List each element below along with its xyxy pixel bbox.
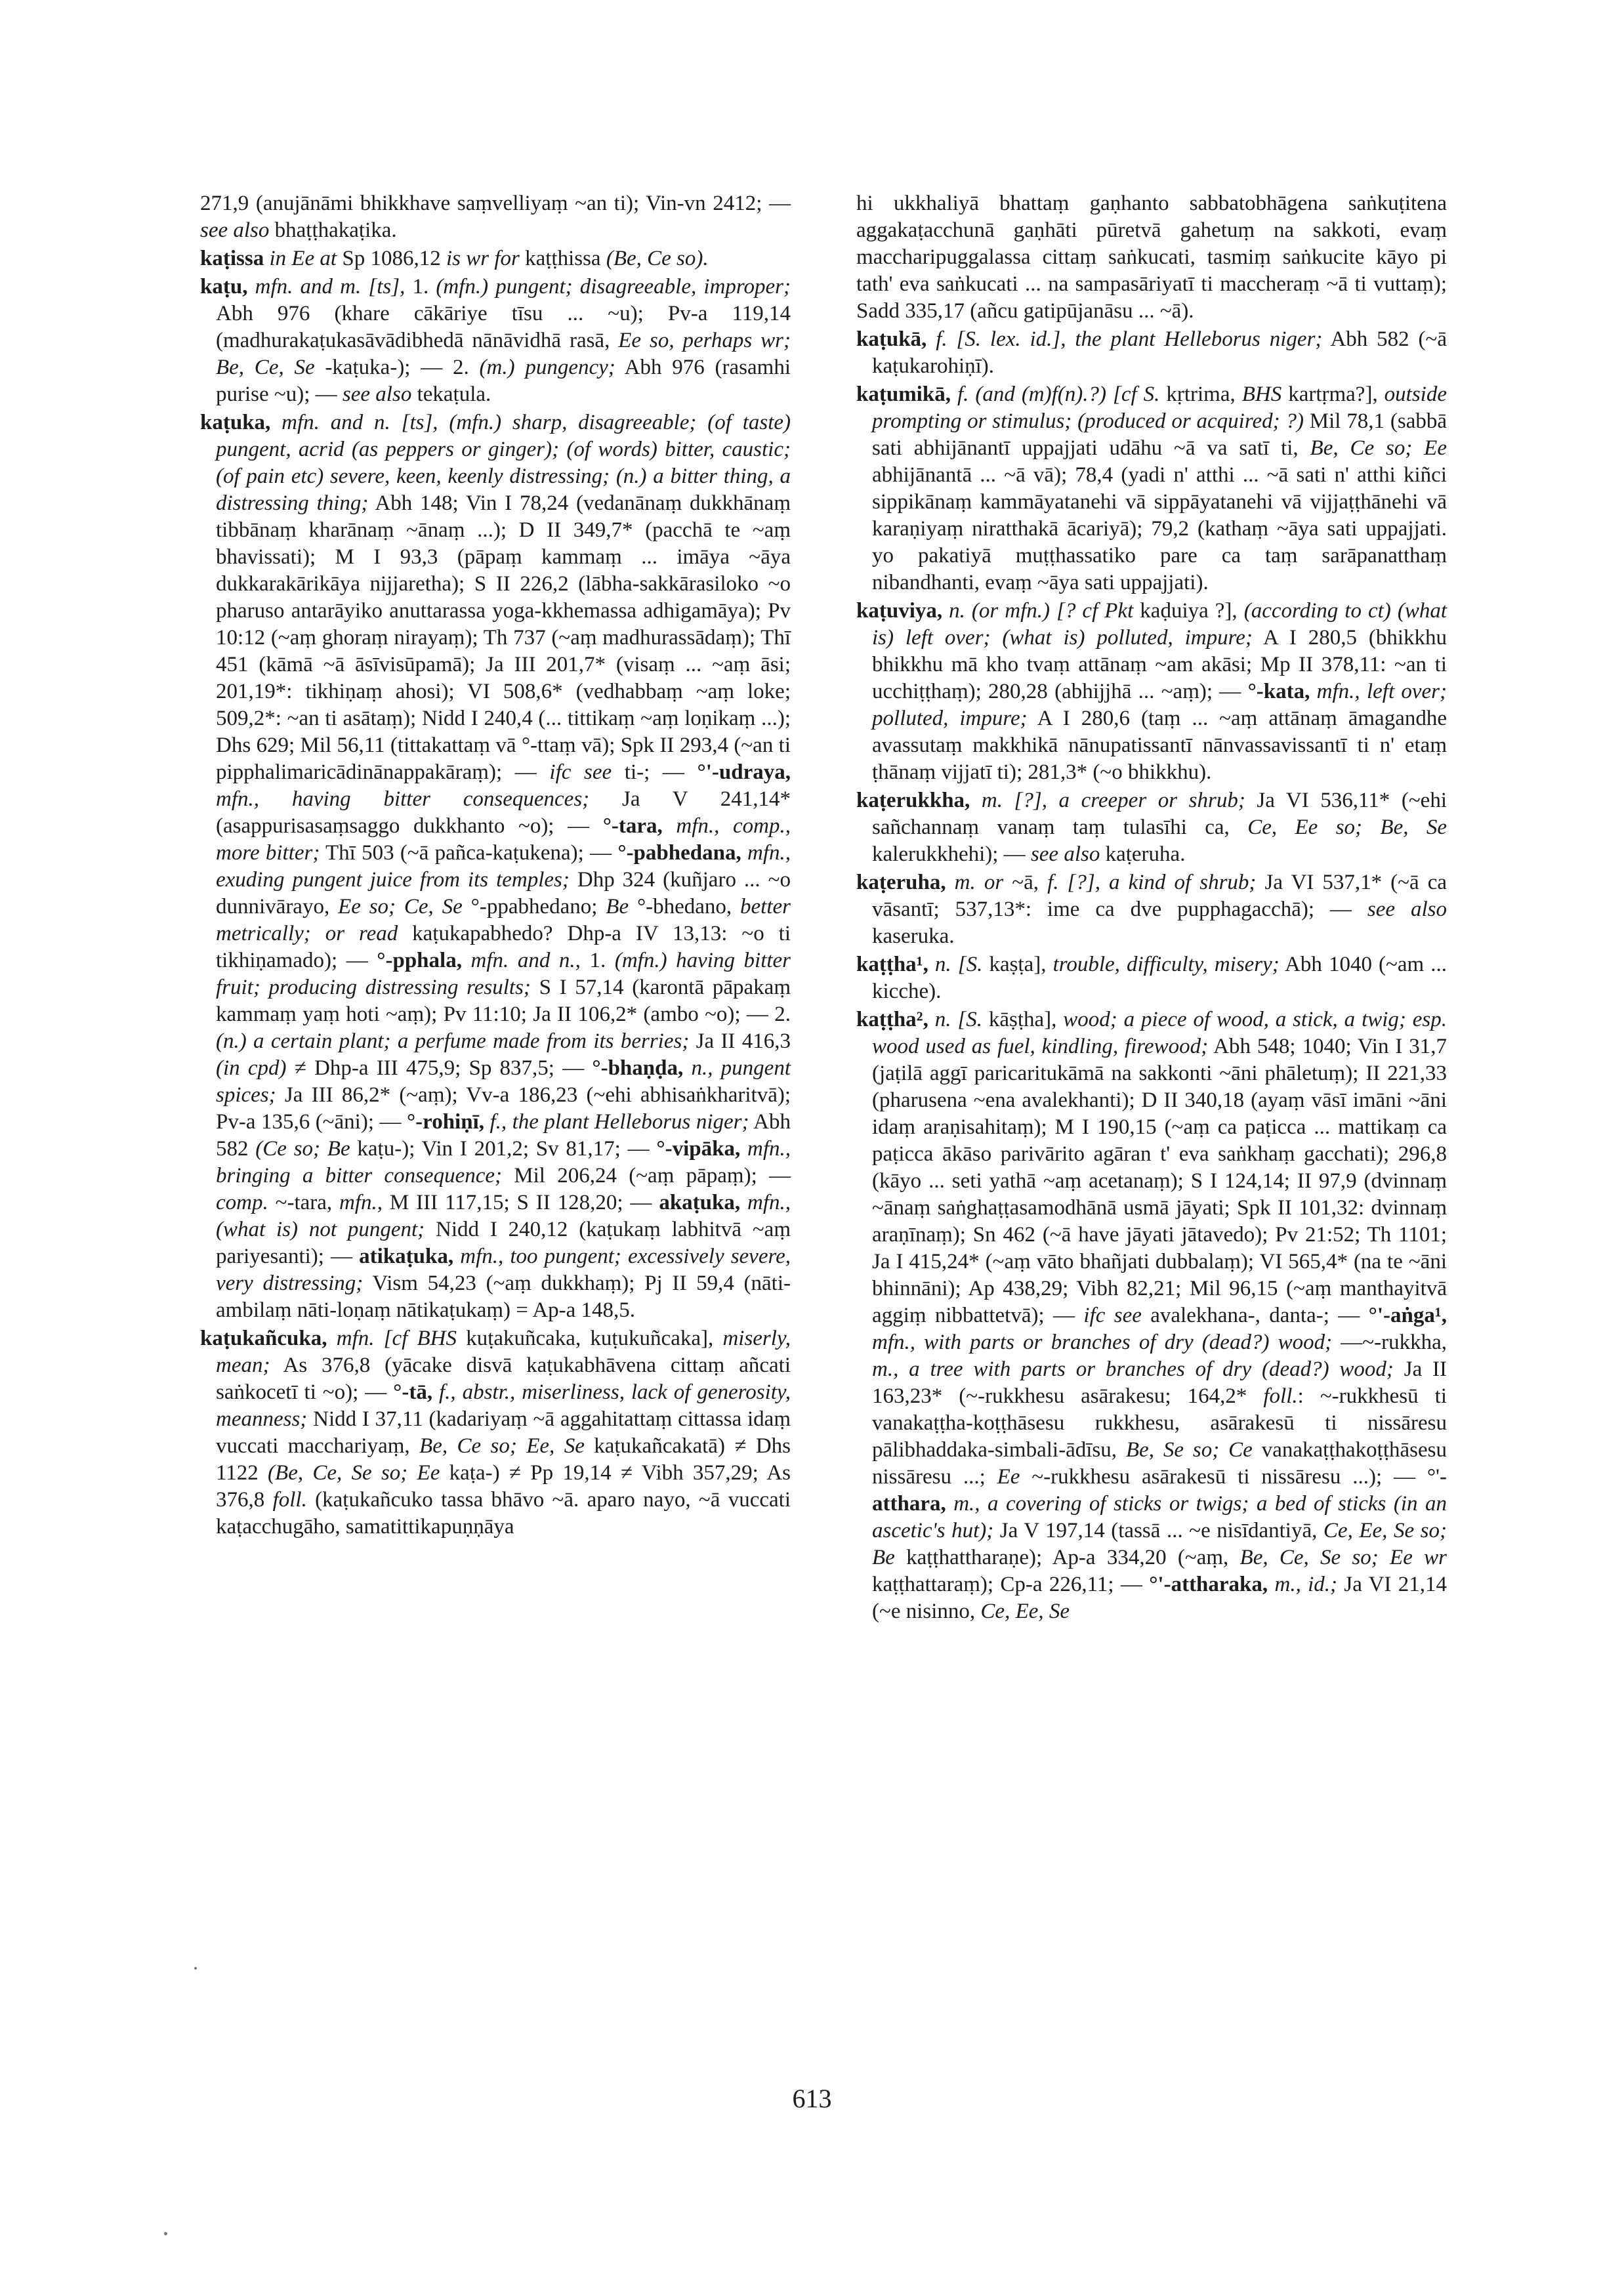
entry-text: (kaṭukañcuko tassa bhāvo ~ā. aparo nayo, ~ā vuccati kaṭacchugāho, samatittikapuṇṇāya	[216, 1488, 791, 1539]
subentry-headword: °-tara,	[602, 814, 663, 838]
entry-gloss: ifc see	[1083, 1304, 1142, 1327]
entry-text	[970, 789, 982, 812]
entry-text: kaseruka.	[872, 924, 955, 948]
entry-text: kaḍuiya ?],	[1133, 599, 1244, 623]
right-column	[856, 190, 1447, 1626]
entry-gloss: f. [?], a kind of shrub;	[1047, 871, 1257, 894]
entry-gloss: is wr for	[446, 247, 520, 270]
entry-text	[663, 814, 677, 838]
subentry-headword: atthara,	[872, 1492, 946, 1516]
entry-gloss: better metrically; or read	[216, 895, 791, 945]
entry-gloss: mfn., (what is) not pungent;	[216, 1191, 791, 1241]
entry-text: kaṭa-) ≠ Pp 19,14 ≠ Vibh 357,29; As 376,8	[216, 1461, 791, 1512]
entry-text: tekaṭula.	[411, 382, 491, 406]
entry-text: Thī 503 (~ā pañca-kaṭukena); —	[320, 841, 618, 865]
entry-gloss: mfn. and m. [ts],	[255, 275, 406, 299]
entry-text: kaṭu-); Vin I 201,2; Sv 81,17; —	[350, 1137, 657, 1161]
entry-text: kaṭṭhissa	[519, 247, 606, 270]
entry-text: abhijānantā ... ~ā vā); 78,4 (yadi n' atthi ... ~ā sati n' atthi kiñci sippikānaṃ kammāyatanehi vā sippāyatanehi vā vijjaṭṭhānehi vā karaṇiyaṃ niratthakā ācariyā); 79,2 (kathaṃ ~āya sati uppajjati. yo pakatiyā muṭṭhassatiko pare ca taṃ sarāpanatthaṃ nibandhanti, evaṃ ~āya sati uppajjati).	[872, 463, 1447, 594]
entry-text	[453, 1245, 460, 1268]
entry-text: 271,9 (anujānāmi bhikkhave saṃvelliyaṃ ~an ti); Vin-vn 2412; —	[200, 192, 791, 215]
dictionary-entry	[200, 409, 791, 1324]
entry-text: kaṣṭa],	[982, 953, 1053, 976]
entry-text: ~-tara,	[268, 1191, 340, 1214]
entry-text: Ja VI 537,1* (~ā ca vāsantī; 537,13*: ime ca dve pupphagacchā); —	[872, 871, 1447, 921]
entry-text: kaṭeruha.	[1100, 842, 1186, 866]
entry-text	[432, 1380, 439, 1404]
entry-gloss: (n.) a certain plant; a perfume made from its berries;	[216, 1029, 690, 1053]
entry-text: Ja VI 536,11* (~ehi sañchannaṃ vanaṃ taṃ tulasīhi ca,	[872, 789, 1447, 839]
subentry-headword: °-pabhedana,	[617, 841, 741, 865]
entry-text	[951, 382, 957, 406]
entry-text	[927, 327, 936, 351]
entry-text: Nidd I 37,11 (kadariyaṃ ~ā aggahitattaṃ cittassa idaṃ vuccati macchariyaṃ,	[216, 1407, 791, 1458]
dictionary-entry	[200, 190, 791, 244]
entry-gloss: (Ce so; Be	[255, 1137, 350, 1161]
entry-gloss: n., pungent spices;	[216, 1056, 791, 1107]
entry-text: bhaṭṭhakaṭika.	[269, 218, 397, 242]
entry-gloss: Be, Se so; Ce	[1125, 1438, 1253, 1462]
entry-gloss: mfn., having bitter consequences;	[216, 787, 590, 811]
entry-gloss: f. (and (m)f(n).?) [cf S.	[957, 382, 1160, 406]
entry-gloss: mfn. [cf BHS	[336, 1327, 457, 1350]
entry-gloss: m., a tree with parts or branches of dry (dead?) wood;	[872, 1357, 1394, 1381]
entry-gloss: mfn., exuding pungent juice from its temples;	[216, 841, 791, 892]
entry-gloss: foll.	[272, 1488, 307, 1512]
entry-text	[740, 1191, 747, 1214]
subentry-headword: °-bhaṇḍa,	[592, 1056, 684, 1080]
headword: kaṭeruha,	[856, 871, 946, 894]
subentry-headword: °-tā,	[393, 1380, 433, 1404]
entry-gloss: mfn. and n.,	[470, 949, 581, 972]
subentry-headword: °'-attharaka,	[1149, 1573, 1268, 1596]
entry-gloss: ifc see	[549, 760, 612, 784]
scan-speck	[164, 2232, 167, 2235]
entry-text: Abh 548; 1040; Vin I 31,7 (jaṭilā aggī paricaritukāmā na sakkonti ~āni phāletuṃ); II 221,33 (pharusena ~ena avalekhanti); D II 340,18 (ayaṃ vāsī imāni ~āni idaṃ araṇisahitaṃ); M I 190,15 (~aṃ ca paṭicca ... mattikaṃ ca paṭicca ākāso parivārito agāran t' eva saṅkhaṃ gacchati); 296,8 (kāyo ... seti yathā ~aṃ acetanaṃ); S I 124,14; II 97,9 (dvinnaṃ ~ānaṃ saṅghaṭṭasamodhānā usmā jāyati; Spk II 101,32: dvinnaṃ araṇīnaṃ); Sn 462 (~ā have jāyati jātavedo); Pv 21:52; Th 1101; Ja I 415,24* (~aṃ vāto bhañjati dubbalaṃ); VI 565,4* (na te ~āni bhinnāni); Ap 438,29; Vibh 82,21; Mil 96,15 (~aṃ manthayitvā aggiṃ nibbattetvā); —	[872, 1035, 1447, 1327]
entry-text: kalerukkhehi); —	[872, 842, 1031, 866]
subentry-headword: °'-aṅga¹,	[1368, 1304, 1447, 1327]
entry-text: Mil 78,1 (sabbā sati abhijānantī uppajjati udāhu ~ā va satī ti,	[872, 409, 1447, 460]
entry-text: S I 57,14 (karontā pāpakaṃ kammaṃ yaṃ hoti ~aṃ); Pv 11:10; Ja II 106,2* (ambo ~o); — 2.	[216, 976, 791, 1026]
entry-gloss: wood; a piece of wood, a stick, a twig; esp. wood used as fuel, kindling, firewood;	[872, 1008, 1447, 1058]
entry-text	[683, 1056, 691, 1080]
left-column	[200, 190, 791, 1542]
subentry-headword: °-pphala,	[377, 949, 462, 972]
entry-text: avalekhana-, danta-; —	[1141, 1304, 1369, 1327]
dictionary-entry	[856, 190, 1447, 325]
dictionary-entry	[856, 381, 1447, 596]
entry-text: Ja II 163,23* (~-rukkhesu asārakesu; 164,2*	[872, 1357, 1447, 1408]
entry-gloss: mfn. and n. [ts], (mfn.) sharp, disagreeable; (of taste) pungent, acrid (as peppers or ginger); (of words) bitter, caustic; (of pain etc) severe, keen, keenly distressing; (n.) a bitter thing, a distressing thing;	[216, 411, 791, 515]
entry-gloss: mfn., bringing a bitter consequence;	[216, 1137, 791, 1188]
entry-gloss: Be, Ce so; Ee, Se	[419, 1434, 585, 1458]
headword: kaṭuviya,	[856, 599, 943, 623]
entry-text: Abh 976 (rasamhi purise ~u); —	[216, 356, 791, 406]
entry-gloss: (mfn.) having bitter fruit; producing distressing results;	[216, 949, 791, 999]
headword: kaṭerukkha,	[856, 789, 970, 812]
entry-gloss: Ce, Ee, Se so; Be	[872, 1519, 1447, 1569]
entry-text: °-bhedano,	[629, 895, 741, 919]
entry-text: M III 117,15; S II 128,20; —	[383, 1191, 659, 1214]
entry-gloss: f. [S. lex. id.], the plant Helleborus niger;	[936, 327, 1323, 351]
entry-text: —~-rukkha,	[1332, 1331, 1447, 1354]
entry-gloss: outside prompting or stimulus; (produced or acquired; ?)	[872, 382, 1447, 433]
entry-text: 1.	[580, 949, 615, 972]
entry-gloss: see also	[1367, 898, 1447, 921]
entry-text: Ja III 86,2* (~aṃ); Vv-a 186,23 (~ehi abhisaṅkharitvā); Pv-a 135,6 (~āni); —	[216, 1083, 791, 1134]
entry-gloss: Be	[606, 895, 629, 919]
subentry-headword: atikaṭuka,	[359, 1245, 454, 1268]
entry-gloss: BHS	[1241, 382, 1282, 406]
dictionary-entry	[856, 869, 1447, 950]
entry-text: Ja II 416,3	[689, 1029, 791, 1053]
dictionary-entry	[856, 1006, 1447, 1625]
entry-text: As 376,8 (yācake disvā kaṭukabhāvena cittaṃ añcati saṅkocetī ti ~o); —	[216, 1354, 791, 1404]
entry-gloss: m., id.;	[1274, 1573, 1338, 1596]
entry-gloss: see also	[200, 218, 270, 242]
dictionary-entry	[200, 274, 791, 408]
headword: kaṭukā,	[856, 327, 927, 351]
headword: kaṭṭha²,	[856, 1008, 928, 1031]
entry-gloss: m. [?], a creeper or shrub;	[981, 789, 1245, 812]
entry-text: Vism 54,23 (~aṃ dukkhaṃ); Pj II 59,4 (nāti-ambilaṃ nāti-loṇaṃ nātikaṭukaṃ) = Ap-a 148,5.	[216, 1272, 791, 1322]
entry-gloss: mfn., comp., more bitter;	[216, 814, 791, 865]
entry-gloss: (Be, Ce so).	[606, 247, 709, 270]
entry-text: Ja V 197,14 (tassā ... ~e nisīdantiyā,	[993, 1519, 1323, 1542]
entry-text	[270, 411, 281, 434]
entry-gloss: comp.	[216, 1191, 268, 1214]
entry-text: Dhp 324 (kuñjaro ... ~o dunnivārayo,	[216, 868, 791, 919]
entry-text: : ~-rukkhesū ti vanakaṭṭha-koṭṭhāsesu rukkhesu, asārakesū ti nissāresu pālibhaddaka-simbali-ādīsu,	[872, 1384, 1447, 1462]
entry-gloss: Ee so, perhaps wr; Be, Ce, Se	[216, 329, 791, 379]
entry-text: vanakaṭṭhakoṭṭhāsesu nissāresu ...;	[872, 1438, 1447, 1489]
dictionary-entry	[200, 1325, 791, 1540]
entry-gloss: m. or	[954, 871, 1004, 894]
entry-text: hi ukkhaliyā bhattaṃ gaṇhanto sabbatobhāgena saṅkuṭitena aggakaṭacchunā gaṇhāti pūretvā gahetuṃ na sakkoti, evaṃ maccharipuggalassa cittaṃ saṅkucati, tasmiṃ saṅkucite kāyo pi tath' eva saṅkucati ... na sampasāriyatī ti maccheraṃ ~ā ti vuttaṃ); Sadd 335,17 (añcu gatipūjanāsu ... ~ā).	[856, 192, 1447, 323]
entry-gloss: n. [S.	[934, 1008, 982, 1031]
entry-text: ~-rukkhesu asārakesū ti nissāresu ...); — °'-	[1020, 1465, 1447, 1489]
subentry-headword: °'-udraya,	[697, 760, 791, 784]
entry-text: Abh 582 (~ā kaṭukarohiṇī).	[872, 327, 1447, 378]
entry-gloss: see also	[342, 382, 412, 406]
entry-gloss: (m.) pungency;	[479, 356, 615, 379]
entry-gloss: Be, Ce, Se so; Ee wr	[1239, 1546, 1447, 1569]
entry-text	[928, 1008, 935, 1031]
headword: kaṭṭha¹,	[856, 953, 928, 976]
entry-text	[741, 841, 747, 865]
entry-text	[247, 275, 255, 299]
entry-gloss: (according to ct) (what is) left over; (what is) polluted, impure;	[872, 599, 1447, 650]
entry-text: °-ppabhedano;	[462, 895, 606, 919]
entry-text: kāṣṭha],	[982, 1008, 1064, 1031]
entry-gloss: f., the plant Helleborus niger;	[489, 1110, 749, 1134]
dictionary-entry	[856, 787, 1447, 868]
entry-gloss: foll.	[1263, 1384, 1298, 1408]
entry-gloss: n. (or mfn.) [? cf Pkt	[949, 599, 1134, 623]
entry-gloss: (mfn.) pungent; disagreeable, improper;	[436, 275, 791, 299]
scan-speck	[194, 1967, 197, 1970]
entry-text: A I 280,5 (bhikkhu bhikkhu mā kho tvaṃ attānaṃ ~am akāsi; Mp II 378,11: ~an ti ucchiṭṭhaṃ); 280,28 (abhijjhā ... ~aṃ); —	[872, 626, 1447, 703]
entry-text: Abh 582	[216, 1110, 791, 1161]
entry-gloss: (Be, Ce, Se so; Ee	[268, 1461, 440, 1485]
subentry-headword: °-kata,	[1247, 680, 1310, 703]
entry-text	[462, 949, 471, 972]
entry-text	[327, 1327, 337, 1350]
subentry-headword: akaṭuka,	[659, 1191, 741, 1214]
entry-text: -kaṭuka-); — 2.	[314, 356, 480, 379]
entry-text: A I 280,6 (taṃ ... ~aṃ attānaṃ āmagandhe avassutaṃ makkhikā nānupatissantī nānvassavissantī ti n' etaṃ ṭhānaṃ vijjatī ti); 281,3* (~o bhikkhu).	[872, 707, 1447, 784]
dictionary-entry	[856, 598, 1447, 786]
entry-gloss: n. [S.	[934, 953, 983, 976]
entry-gloss: mfn.,	[339, 1191, 383, 1214]
entry-text	[928, 953, 935, 976]
entry-text: Ja VI 21,14 (~e nisinno,	[872, 1573, 1447, 1623]
entry-gloss: f., abstr., miserliness, lack of generosity, meanness;	[216, 1380, 791, 1431]
entry-text: Nidd I 240,12 (kaṭukaṃ labhitvā ~aṃ pariyesanti); —	[216, 1218, 791, 1268]
entry-text	[740, 1137, 747, 1161]
entry-text: Mil 206,24 (~aṃ pāpaṃ); —	[502, 1164, 791, 1188]
headword: kaṭukañcuka,	[200, 1327, 327, 1350]
entry-text: kaṭṭhattaraṃ); Cp-a 226,11; —	[872, 1573, 1150, 1596]
entry-gloss: in Ee at	[269, 247, 337, 270]
entry-gloss: Ce, Ee, Se	[980, 1600, 1070, 1623]
headword: kaṭu,	[200, 275, 248, 299]
dictionary-entry	[200, 245, 791, 272]
entry-gloss: see also	[1030, 842, 1100, 866]
dictionary-entry	[856, 951, 1447, 1005]
entry-gloss: Ce, Ee so; Be, Se	[1247, 816, 1447, 839]
entry-gloss: mfn., left over; polluted, impure;	[872, 680, 1447, 730]
entry-gloss: (in cpd)	[216, 1056, 287, 1080]
entry-text: Abh 976 (khare cākāriye tīsu ... ~u); Pv-a 119,14 (madhurakaṭukasāvādibhedā nānāvidhā rasā,	[216, 302, 791, 352]
subentry-headword: °-vipāka,	[656, 1137, 741, 1161]
subentry-headword: °-rohiṇī,	[406, 1110, 484, 1134]
entry-gloss: mfn., too pungent; excessively severe, very distressing;	[216, 1245, 791, 1295]
dictionary-entry	[856, 326, 1447, 380]
entry-text: ~ā,	[1003, 871, 1048, 894]
page-number: 613	[792, 2084, 832, 2113]
entry-gloss: Be, Ce so; Ee	[1310, 436, 1447, 460]
entry-text	[1310, 680, 1316, 703]
entry-text: kaṭukañcakatā) ≠ Dhs 1122	[216, 1434, 791, 1485]
entry-text: ≠ Dhp-a III 475,9; Sp 837,5; —	[286, 1056, 593, 1080]
entry-text: kuṭakuñcaka, kuṭukuñcaka],	[457, 1327, 723, 1350]
headword: kaṭissa	[200, 247, 264, 270]
entry-text: Abh 1040 (~am ... kicche).	[872, 953, 1447, 1003]
entry-gloss: Ee	[997, 1465, 1020, 1489]
entry-gloss: m., a covering of sticks or twigs; a bed of sticks (in an ascetic's hut);	[872, 1492, 1447, 1542]
entry-text: ti-; —	[612, 760, 697, 784]
entry-text: Abh 148; Vin I 78,24 (vedanānaṃ dukkhānaṃ tibbānaṃ kharānaṃ ~ānaṃ ...); D II 349,7* (pacchā te ~aṃ bhavissati); M I 93,3 (pāpaṃ kammaṃ ... imāya ~āya dukkarakārikāya nijjaretha); S II 226,2 (lābha-sakkārasiloko ~o pharuso antarāyiko anuttarassa yoga-kkhemassa adhigamāya); Pv 10:12 (~aṃ ghoraṃ nirayaṃ); Th 737 (~aṃ madhurassādaṃ); Thī 451 (kāmā ~ā āsīvisūpamā); Ja III 201,7* (visaṃ ... ~aṃ āsi; 201,19*: tikhiṇaṃ ahosi); VI 508,6* (vedhabbaṃ ~aṃ loke; 509,2*: ~an ti asātaṃ); Nidd I 240,4 (... tittikaṃ ~aṃ loṇikaṃ ...); Dhs 629; Mil 56,11 (tittakattaṃ vā °-ttaṃ vā); Spk II 293,4 (~an ti pipphalimaricādinānappakāraṃ); —	[216, 491, 791, 784]
entry-text	[946, 1492, 953, 1516]
entry-gloss: miserly, mean;	[216, 1327, 791, 1377]
entry-gloss: trouble, difficulty, misery;	[1052, 953, 1280, 976]
entry-text: kaṭṭhattharaṇe); Ap-a 334,20 (~aṃ,	[894, 1546, 1240, 1569]
entry-text: 1.	[405, 275, 436, 299]
entry-text: Ja V 241,14* (asappurisasaṃsaggo dukkhanto ~o); —	[216, 787, 791, 838]
entry-text: kṛtrima,	[1159, 382, 1242, 406]
entry-gloss: Ee so; Ce, Se	[338, 895, 463, 919]
headword: kaṭuka,	[200, 411, 271, 434]
entry-text	[942, 599, 949, 623]
entry-text	[946, 871, 955, 894]
entry-text: Sp 1086,12	[337, 247, 446, 270]
entry-gloss: mfn., with parts or branches of dry (dead?) wood;	[872, 1331, 1333, 1354]
headword: kaṭumikā,	[856, 382, 951, 406]
entry-text: kaṭukapabhedo? Dhp-a IV 13,13: ~o ti tikhiṇamado); —	[216, 922, 791, 972]
entry-text: kartṛma?],	[1281, 382, 1385, 406]
entry-text	[1268, 1573, 1274, 1596]
